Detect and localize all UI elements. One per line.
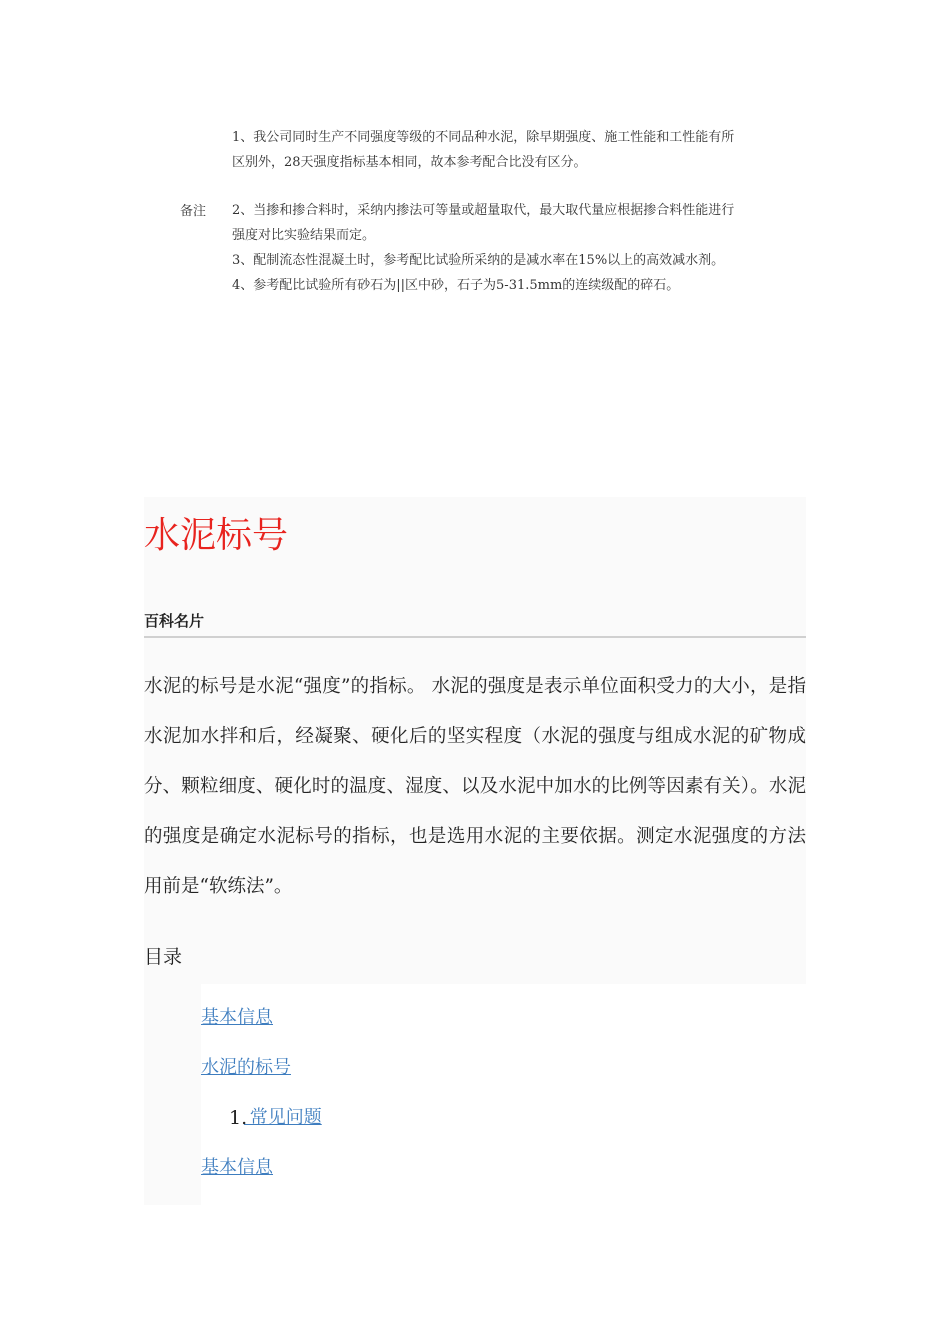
remark-line-1: 1、我公司同时生产不同强度等级的不同品种水泥，除早期强度、施工性能和工性能有所 [232,130,735,145]
toc-link-basic-info[interactable]: 基本信息 [201,1007,273,1028]
remarks-label: 备注 [180,204,207,219]
card-body-text: 水泥的标号是水泥“强度”的指标。 水泥的强度是表示单位面积受力的大小，是指水泥加水拌和后，经凝聚、硬化后的坚实程度（水泥的强度与组成水泥的矿物成分、颗粒细度、硬化时的温度、湿度、以及水泥中加水的比例等因素有关）。水泥的强度是确定水泥标号的指标，也是选用水泥的主要依据。测定水泥强度的方法用前是“软练法”。 [144,676,806,897]
page-title: 水泥标号 [144,515,289,556]
remarks-section [0,0,950,320]
remark-line-4: 强度对比实验结果而定。 [232,228,376,243]
encyclopedia-card [144,497,806,1205]
table-of-contents [201,984,806,1205]
card-subtitle: 百科名片 [144,612,205,630]
toc-link-faq[interactable]: 常见问题 [244,1107,322,1128]
section-divider [144,636,806,638]
remark-line-2: 区别外，28天强度指标基本相同，故本参考配合比没有区分。 [232,155,587,170]
remark-line-3: 2、当掺和掺合料时，采纳内掺法可等量或超量取代，最大取代量应根据掺合料性能进行 [232,203,735,218]
toc-item-number: 1. [229,1107,248,1129]
toc-link-cement-grade[interactable]: 水泥的标号 [201,1057,291,1078]
toc-link-basic-info-2[interactable]: 基本信息 [201,1157,273,1178]
remark-line-6: 4、参考配比试验所有砂石为||区中砂，石子为5-31.5mm的连续级配的碎石。 [232,278,680,293]
toc-heading: 目录 [144,946,183,968]
remark-line-5: 3、配制流态性混凝土时，参考配比试验所采纳的是减水率在15%以上的高效减水剂。 [232,253,725,268]
